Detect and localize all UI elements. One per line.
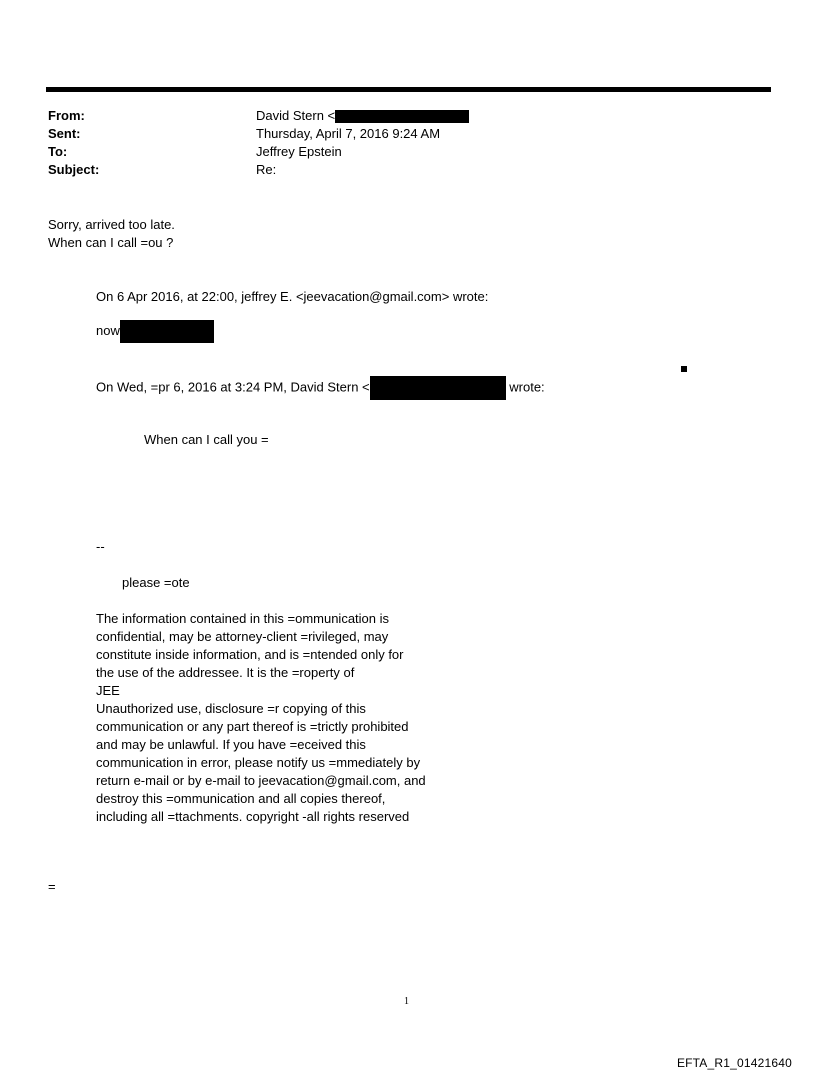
header-rule [46, 87, 771, 92]
subject-label: Subject: [48, 162, 100, 177]
quote1-text: now [96, 320, 214, 343]
disclaimer-line: The information contained in this =ommunication is [96, 611, 390, 626]
please-note: please =ote [122, 575, 190, 590]
disclaimer-line: confidential, may be attorney-client =rivileged, may [96, 629, 389, 644]
from-value: David Stern < [256, 107, 469, 125]
sent-label: Sent: [48, 126, 81, 141]
disclaimer-line: the use of the addressee. It is the =roperty of [96, 665, 355, 680]
email-header [48, 107, 768, 187]
from-label: From: [48, 108, 85, 123]
redaction-box [370, 376, 506, 400]
disclaimer-line: constitute inside information, and is =ntended only for [96, 647, 404, 662]
disclaimer-line: destroy this =ommunication and all copies thereof, [96, 791, 386, 806]
stray-mark [681, 366, 687, 372]
trailing-equals: = [48, 879, 56, 894]
to-value: Jeffrey Epstein [256, 144, 342, 159]
disclaimer-line: communication or any part thereof is =trictly prohibited [96, 719, 409, 734]
signature-dashes: -- [96, 539, 105, 554]
disclaimer-line: JEE [96, 683, 120, 698]
body-line-1: Sorry, arrived too late. [48, 217, 175, 232]
redaction-box [335, 110, 469, 123]
disclaimer-line: return e-mail or by e-mail to jeevacation@gmail.com, and [96, 773, 426, 788]
page-number: 1 [404, 996, 409, 1007]
to-label: To: [48, 144, 68, 159]
redaction-box [120, 320, 214, 343]
quote1-intro: On 6 Apr 2016, at 22:00, jeffrey E. <jeevacation@gmail.com> wrote: [96, 289, 489, 304]
disclaimer-line: and may be unlawful. If you have =eceived this [96, 737, 366, 752]
sent-value: Thursday, April 7, 2016 9:24 AM [256, 126, 441, 141]
body-line-2: When can I call =ou ? [48, 235, 174, 250]
subject-value: Re: [256, 162, 277, 177]
disclaimer [96, 610, 426, 826]
quote2-intro: On Wed, =pr 6, 2016 at 3:24 PM, David Stern < wrote: [96, 376, 545, 400]
disclaimer-line: including all =ttachments. copyright -all rights reserved [96, 809, 410, 824]
disclaimer-line: Unauthorized use, disclosure =r copying of this [96, 701, 366, 716]
document-id: EFTA_R1_01421640 [676, 1056, 792, 1070]
quote2-text: When can I call you = [144, 432, 269, 447]
disclaimer-line: communication in error, please notify us =mmediately by [96, 755, 421, 770]
